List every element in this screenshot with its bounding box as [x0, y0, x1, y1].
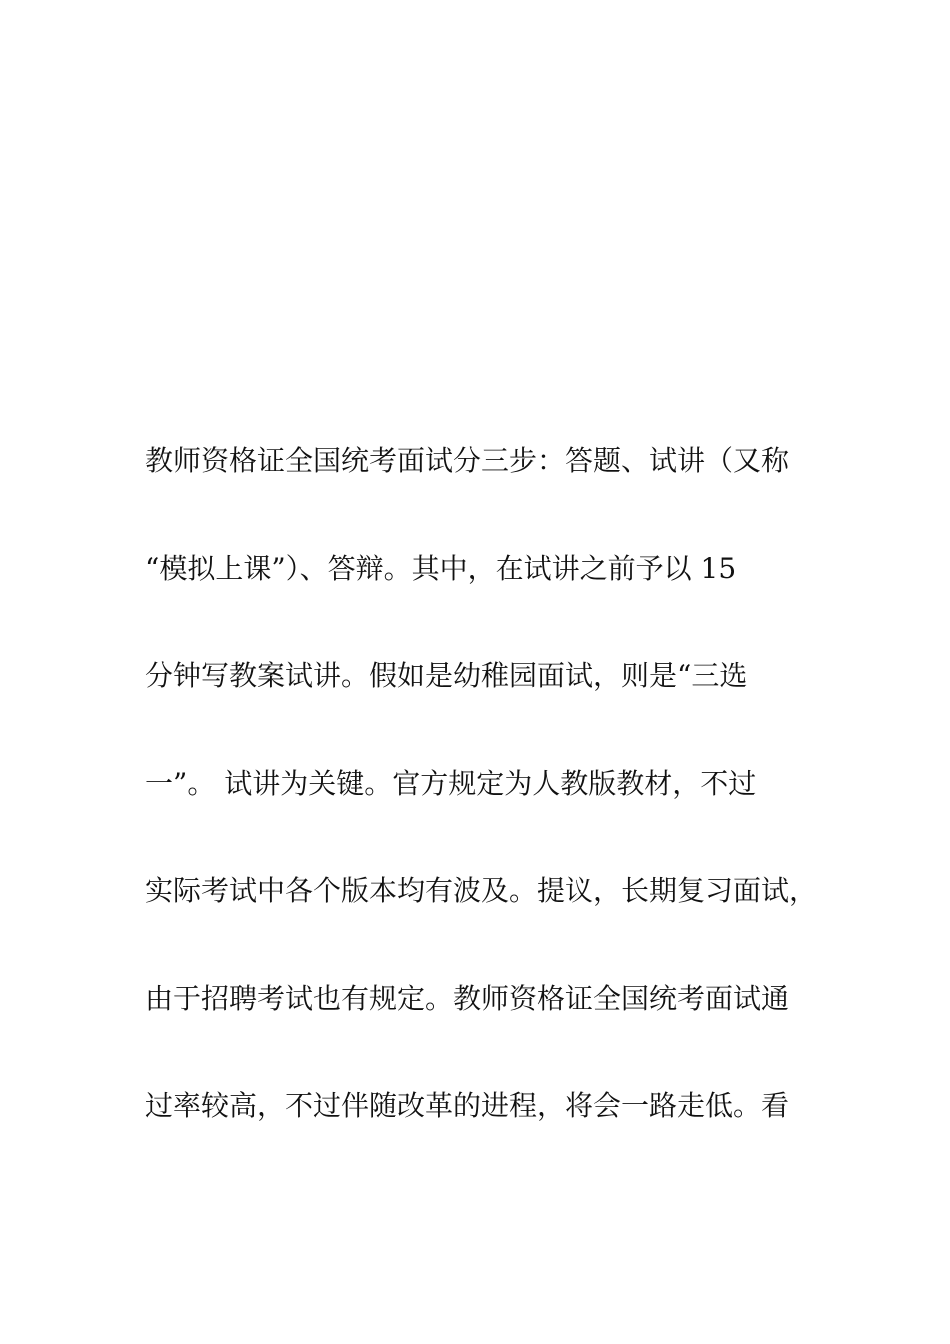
text-line: “模拟上课”）、答辩。其中，在试讲之前予以 15: [145, 551, 737, 585]
text-line: 分钟写教案试讲。假如是幼稚园面试，则是“三选: [145, 659, 748, 692]
text-line: 实际考试中各个版本均有波及。提议，长期复习面试，: [145, 874, 818, 907]
text-line: 由于招聘考试也有规定。教师资格证全国统考面试通: [145, 981, 790, 1015]
body-paragraph: [145, 436, 835, 1189]
text-line: 过率较高，不过伴随改革的进程，将会一路走低。看: [145, 1089, 790, 1122]
text-line: 教师资格证全国统考面试分三步：答题、试讲（又称: [145, 444, 790, 477]
text-line: 一”。 试讲为关键。官方规定为人教版教材，不过: [145, 766, 757, 800]
